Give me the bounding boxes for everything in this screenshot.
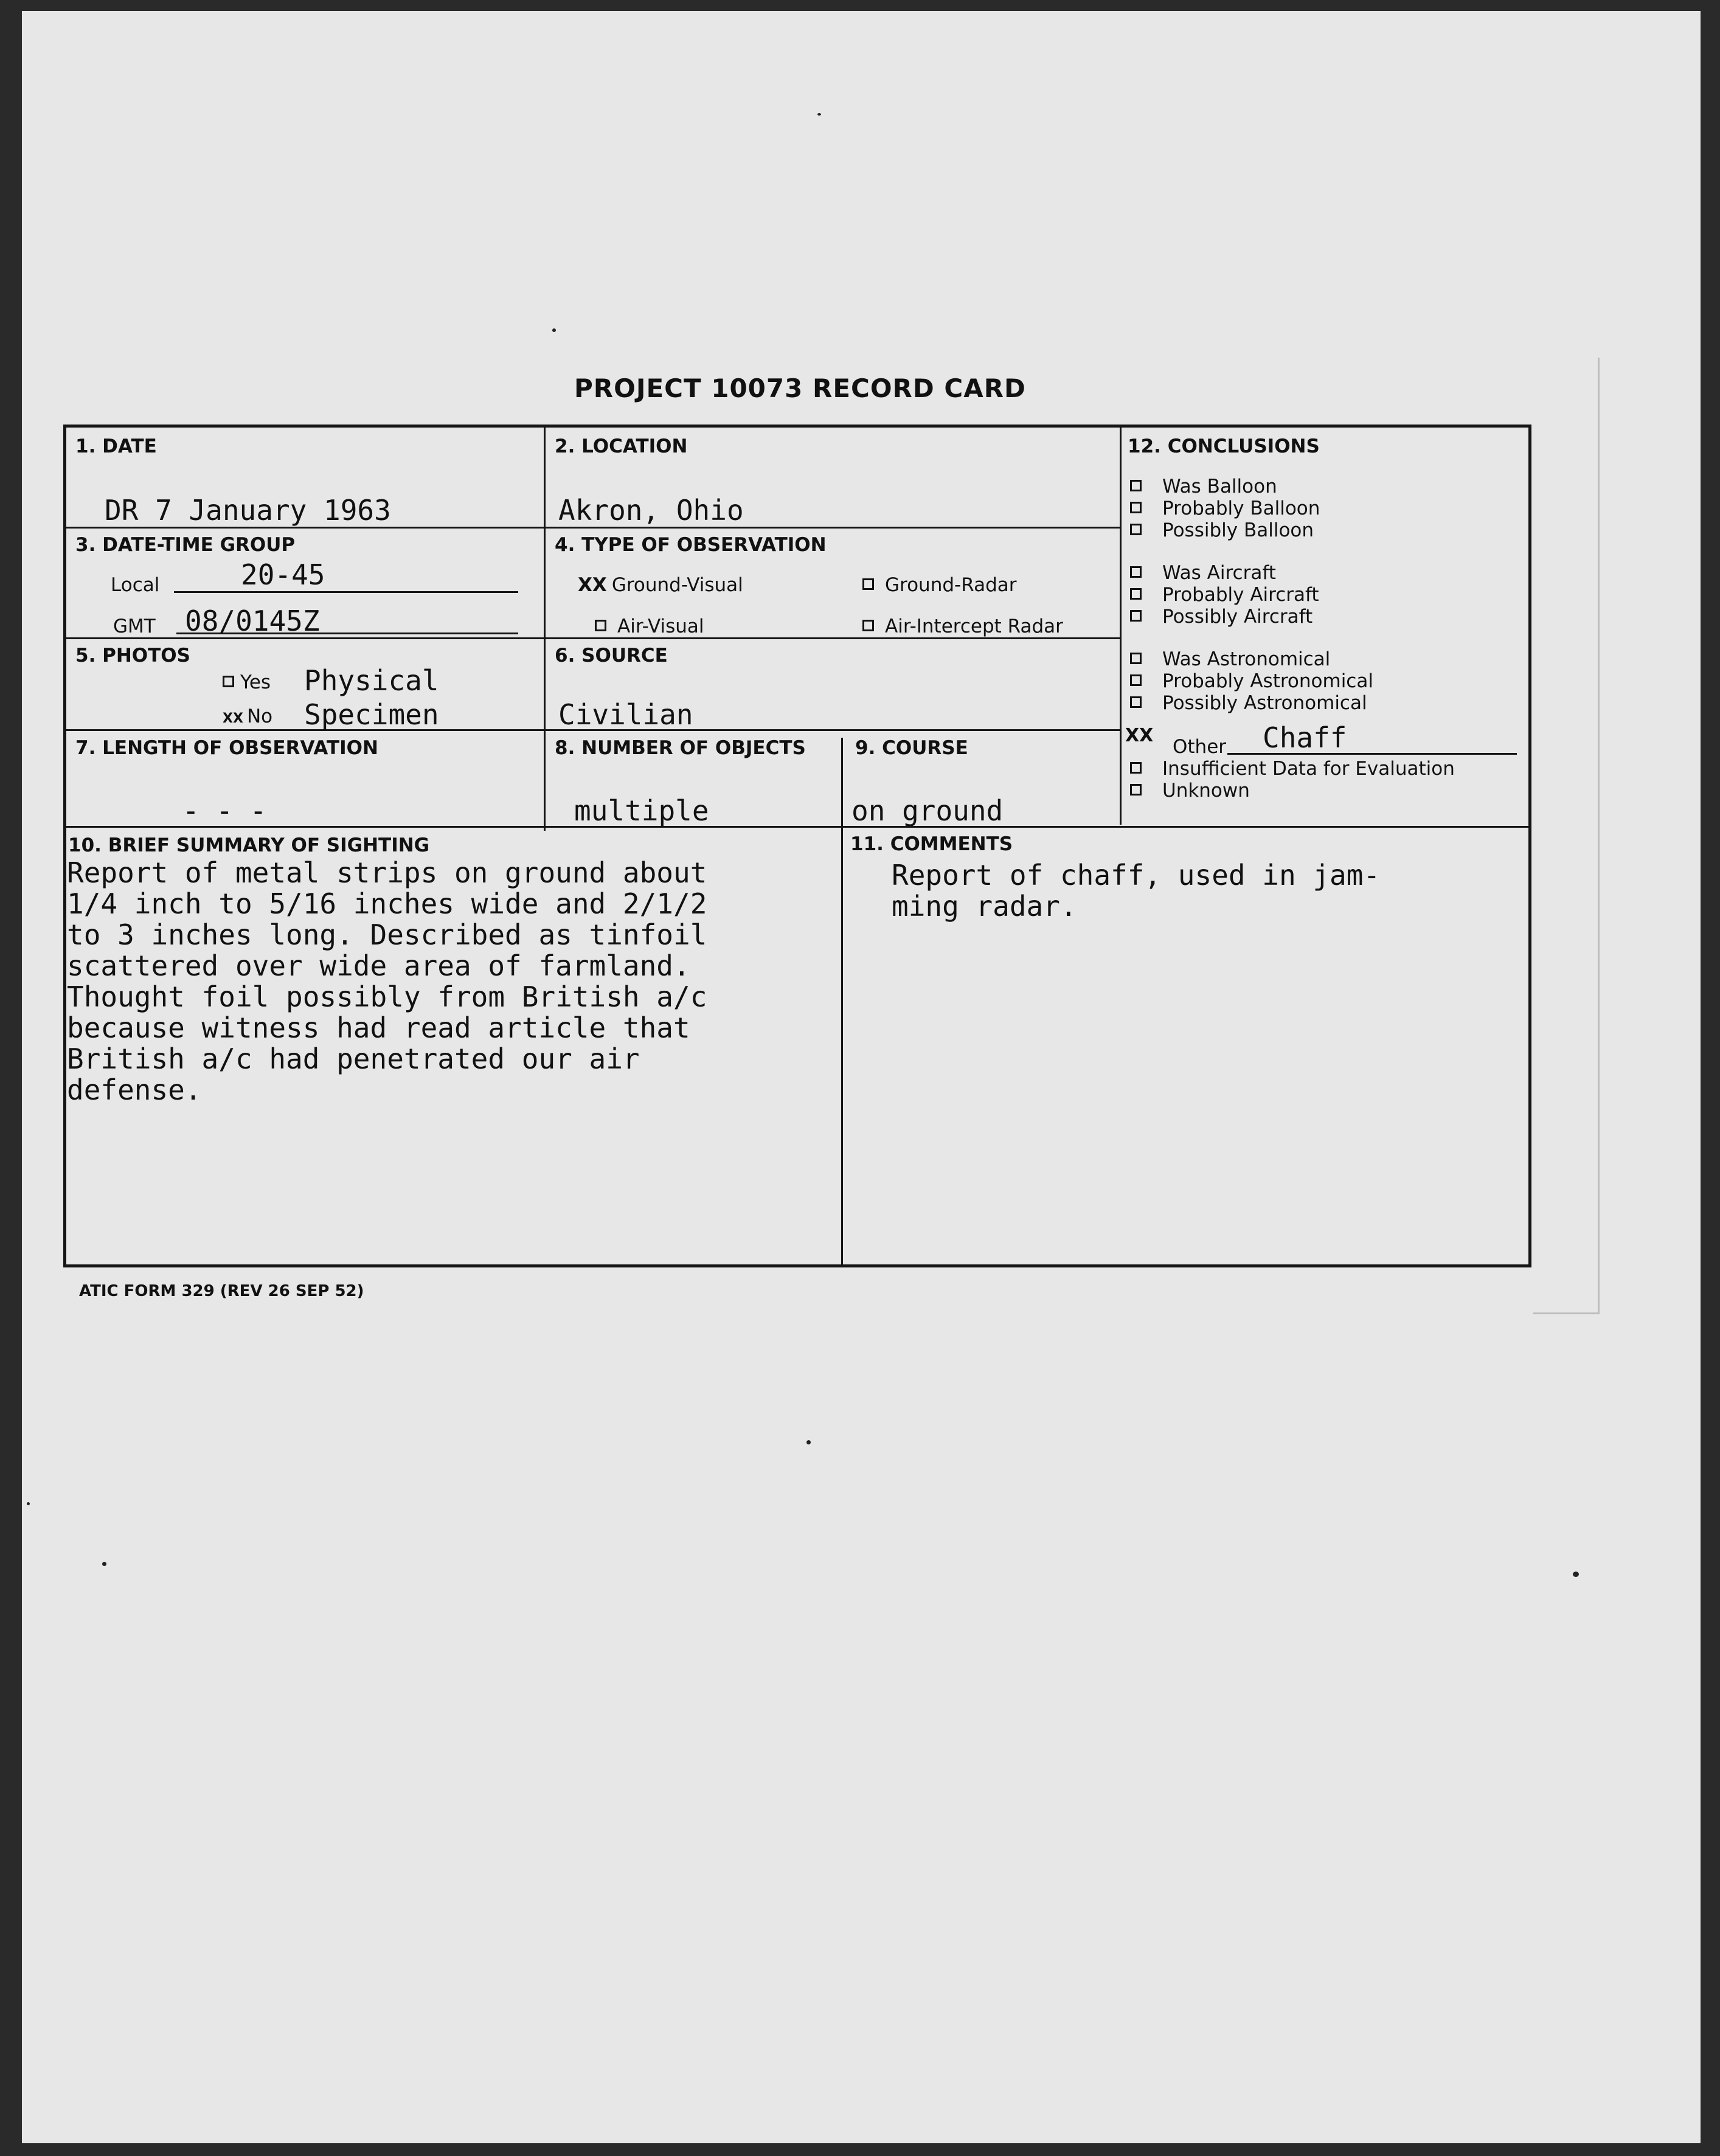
conclusion-insufficient-data xyxy=(1130,758,1455,780)
card-title: PROJECT 10073 RECORD CARD xyxy=(574,373,1026,403)
conclusion-checkbox xyxy=(1130,566,1142,578)
air-intercept-radar-checkbox xyxy=(862,620,874,631)
ground-visual-text: Ground-Visual xyxy=(611,574,743,596)
photos-note-line1: Physical xyxy=(304,664,439,697)
divider-col3 xyxy=(1120,426,1122,825)
summary-text: Report of metal strips on ground about 1/4 inch to 5/16 inches wide and 2/1/2 to 3 inches long. Described as tinfoil scattered over wide area of farmland. Thought foil possibly from British a/c because witness had read article that British a/c had penetrated our air defense. xyxy=(67,856,707,1106)
conclusion-probably-balloon xyxy=(1130,497,1320,519)
local-label: Local xyxy=(111,574,160,596)
other-check-mark: XX xyxy=(1125,725,1154,746)
gmt-value: 08/0145Z xyxy=(185,605,320,637)
conclusion-text: Possibly Astronomical xyxy=(1162,692,1367,714)
conclusion-text: Insufficient Data for Evaluation xyxy=(1162,758,1455,780)
photos-yes-option xyxy=(223,671,271,693)
ground-visual-check-mark: XX xyxy=(578,574,607,596)
scan-speck xyxy=(806,1440,811,1444)
conclusion-text: Possibly Aircraft xyxy=(1162,606,1313,628)
conclusion-text: Possibly Balloon xyxy=(1162,519,1314,541)
conclusion-unknown xyxy=(1130,780,1250,802)
type-of-observation-label: 4. TYPE OF OBSERVATION xyxy=(555,534,827,556)
form-number: ATIC FORM 329 (REV 26 SEP 52) xyxy=(79,1282,364,1300)
conclusion-possibly-astronomical xyxy=(1130,692,1367,714)
date-value: DR 7 January 1963 xyxy=(105,494,391,527)
conclusions-label: 12. CONCLUSIONS xyxy=(1128,435,1320,457)
air-visual-checkbox xyxy=(595,620,606,631)
summary-label: 10. BRIEF SUMMARY OF SIGHTING xyxy=(68,834,430,856)
photos-yes-text: Yes xyxy=(240,671,271,693)
photos-no-check-mark: XX xyxy=(223,711,243,726)
divider-col1 xyxy=(544,426,546,831)
conclusion-checkbox xyxy=(1130,653,1142,664)
ground-radar-option xyxy=(862,574,1017,596)
photos-label: 5. PHOTOS xyxy=(75,645,190,667)
length-of-observation-value: - - - xyxy=(182,794,267,827)
local-value: 20-45 xyxy=(241,558,325,591)
conclusion-checkbox xyxy=(1130,696,1142,708)
comments-text: Report of chaff, used in jam- ming radar. xyxy=(892,859,1381,923)
course-value: on ground xyxy=(851,794,1004,827)
conclusion-was-astronomical xyxy=(1130,648,1330,670)
scan-speck xyxy=(102,1562,106,1566)
other-value: Chaff xyxy=(1263,721,1347,754)
number-of-objects-label: 8. NUMBER OF OBJECTS xyxy=(555,737,806,759)
local-underline xyxy=(174,591,518,593)
photos-no-option xyxy=(223,705,272,727)
conclusion-possibly-balloon xyxy=(1130,519,1314,541)
conclusion-checkbox xyxy=(1130,610,1142,622)
divider-col2 xyxy=(841,738,843,1264)
ground-visual-option xyxy=(578,574,743,596)
number-of-objects-value: multiple xyxy=(574,794,709,827)
conclusion-checkbox xyxy=(1130,784,1142,796)
other-label: Other xyxy=(1173,736,1227,758)
comments-label: 11. COMMENTS xyxy=(850,833,1013,855)
date-time-group-label: 3. DATE-TIME GROUP xyxy=(75,534,296,556)
photos-yes-checkbox xyxy=(223,676,234,687)
course-label: 9. COURSE xyxy=(855,737,968,759)
conclusion-text: Unknown xyxy=(1162,780,1250,802)
divider-row4 xyxy=(64,826,1530,828)
air-intercept-radar-text: Air-Intercept Radar xyxy=(885,615,1063,637)
location-value: Akron, Ohio xyxy=(558,494,744,527)
conclusion-checkbox xyxy=(1130,480,1142,491)
length-of-observation-label: 7. LENGTH OF OBSERVATION xyxy=(75,737,378,759)
conclusion-text: Probably Aircraft xyxy=(1162,584,1319,606)
conclusion-checkbox xyxy=(1130,674,1142,686)
photos-no-text: No xyxy=(246,705,273,727)
gmt-label: GMT xyxy=(113,615,156,637)
conclusion-text: Was Aircraft xyxy=(1162,562,1276,584)
conclusion-text: Was Balloon xyxy=(1162,476,1277,497)
air-intercept-radar-option xyxy=(862,615,1063,637)
scan-speck xyxy=(552,328,556,332)
divider-row1 xyxy=(64,527,1121,529)
conclusion-checkbox xyxy=(1130,588,1142,600)
air-visual-text: Air-Visual xyxy=(617,615,704,637)
conclusion-checkbox xyxy=(1130,502,1142,513)
conclusion-probably-astronomical xyxy=(1130,670,1373,692)
source-label: 6. SOURCE xyxy=(555,645,668,667)
scan-speck xyxy=(27,1502,30,1505)
conclusion-was-balloon xyxy=(1130,476,1277,497)
background-page-outline xyxy=(1533,358,1600,1314)
ground-radar-checkbox xyxy=(862,578,874,590)
conclusion-possibly-aircraft xyxy=(1130,606,1313,628)
conclusion-probably-aircraft xyxy=(1130,584,1319,606)
divider-row2 xyxy=(64,637,1121,639)
air-visual-option xyxy=(595,615,704,637)
conclusion-text: Probably Balloon xyxy=(1162,497,1320,519)
scan-speck xyxy=(1573,1572,1579,1577)
conclusion-text: Probably Astronomical xyxy=(1162,670,1373,692)
scan-speck xyxy=(817,113,821,116)
ground-radar-text: Ground-Radar xyxy=(885,574,1017,596)
photos-note-line2: Specimen xyxy=(304,698,439,731)
location-label: 2. LOCATION xyxy=(555,435,688,457)
conclusion-checkbox xyxy=(1130,762,1142,774)
conclusion-checkbox xyxy=(1130,524,1142,535)
conclusion-was-aircraft xyxy=(1130,562,1276,584)
date-label: 1. DATE xyxy=(75,435,157,457)
source-value: Civilian xyxy=(558,698,693,731)
conclusion-text: Was Astronomical xyxy=(1162,648,1331,670)
